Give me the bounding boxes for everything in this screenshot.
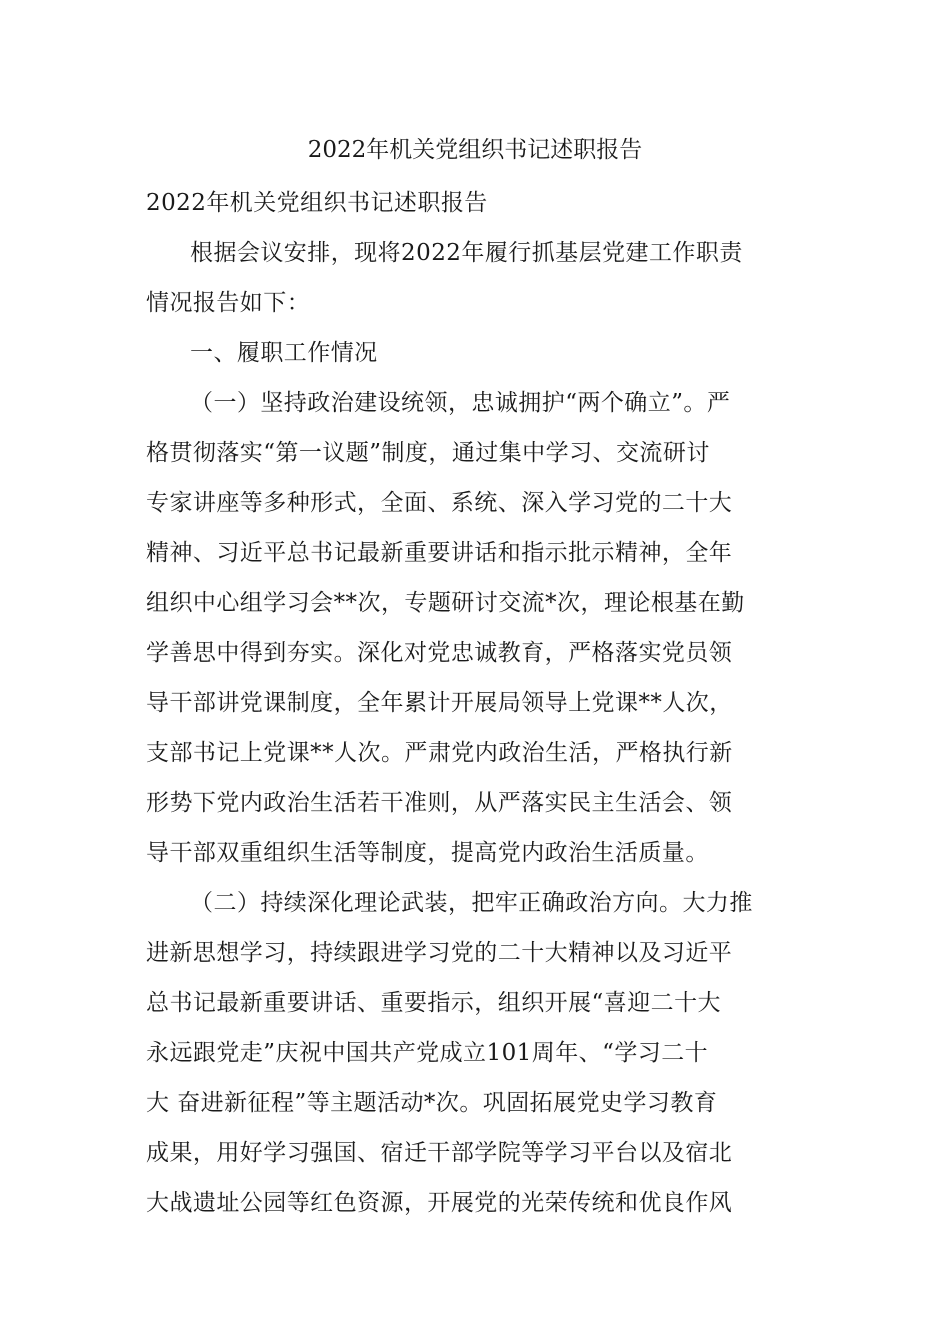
text-line: 一、履职工作情况 (190, 340, 378, 366)
text-line: 格贯彻落实“第一议题”制度，通过集中学习、交流研讨 (146, 440, 710, 466)
document-title: 2022年机关党组织书记述职报告 (307, 137, 643, 163)
text-line: 专家讲座等多种形式，全面、系统、深入学习党的二十大 (146, 490, 733, 516)
document-body (146, 178, 806, 1228)
text-line: 成果，用好学习强国、宿迁干部学院等学习平台以及宿北 (146, 1140, 733, 1166)
text-line: 形势下党内政治生活若干准则，从严落实民主生活会、领 (146, 790, 733, 816)
text-line: 学善思中得到夯实。深化对党忠诚教育，严格落实党员领 (146, 640, 733, 666)
text-line: 导干部双重组织生活等制度，提高党内政治生活质量。 (146, 840, 709, 866)
text-line: 大 奋进新征程”等主题活动*次。巩固拓展党史学习教育 (146, 1090, 718, 1116)
text-line: 情况报告如下： (146, 290, 311, 316)
text-line: （二）持续深化理论武装，把牢正确政治方向。大力推 (190, 890, 753, 916)
text-line: 精神、习近平总书记最新重要讲话和指示批示精神，全年 (146, 540, 733, 566)
text-line: （一）坚持政治建设统领，忠诚拥护“两个确立”。严 (190, 390, 731, 416)
document-subtitle: 2022年机关党组织书记述职报告 (146, 190, 488, 216)
text-line: 组织中心组学习会**次，专题研讨交流*次，理论根基在勤 (146, 590, 745, 616)
text-line: 进新思想学习，持续跟进学习党的二十大精神以及习近平 (146, 940, 733, 966)
text-line: 支部书记上党课**人次。严肃党内政治生活，严格执行新 (146, 740, 733, 766)
text-line: 大战遗址公园等红色资源，开展党的光荣传统和优良作风 (146, 1190, 733, 1216)
text-line: 总书记最新重要讲话、重要指示，组织开展“喜迎二十大 (146, 990, 722, 1016)
text-line: 导干部讲党课制度，全年累计开展局领导上党课**人次， (146, 690, 733, 716)
text-line: 永远跟党走”庆祝中国共产党成立101周年、“学习二十 (146, 1040, 709, 1066)
text-line: 根据会议安排，现将2022年履行抓基层党建工作职责 (190, 240, 743, 266)
